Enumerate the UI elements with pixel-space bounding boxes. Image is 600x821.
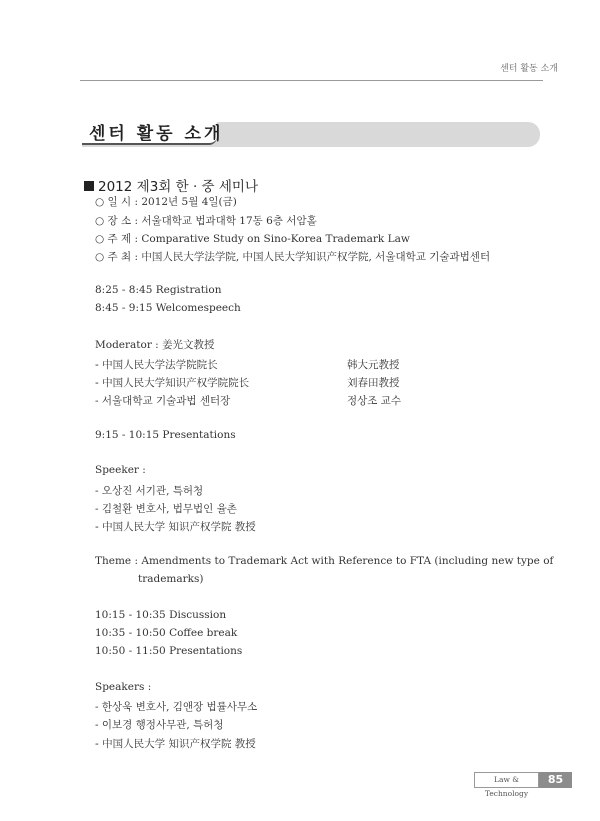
page-footer xyxy=(474,772,574,798)
moderator-row-3-right: 정상조 교수 xyxy=(347,395,402,407)
schedule-discussion: 10:15 - 10:35 Discussion xyxy=(95,609,227,621)
page-number: 85 xyxy=(539,772,572,788)
speakers2-label: Speakers : xyxy=(95,681,152,693)
page-title-bar xyxy=(82,118,540,147)
info-date: ○ 일 시 : 2012년 5월 4일(금) xyxy=(95,196,237,208)
running-header: 센터 활동 소개 xyxy=(500,64,558,74)
moderator-row-1-right: 韩大元教授 xyxy=(347,359,400,371)
journal-name: Law & Technology xyxy=(474,772,539,788)
speakers2-2: - 이보경 행정사무관, 특허청 xyxy=(95,719,224,731)
moderator-row-2-left: - 中国人民大学知识产权学院院长 xyxy=(95,377,250,389)
speaker-label: Speeker : xyxy=(95,464,146,476)
square-bullet-icon xyxy=(84,181,94,191)
schedule-welcome: 8:45 - 9:15 Welcomespeech xyxy=(95,302,241,314)
section-title: 2012 제3회 한 · 중 세미나 xyxy=(98,179,258,195)
speaker-2: - 김철환 변호사, 법무법인 율촌 xyxy=(95,503,237,515)
moderator-row-1-left: - 中国人民大学法学院院长 xyxy=(95,359,218,371)
theme-line-2: trademarks) xyxy=(138,573,204,585)
moderator-row-2-right: 刘春田教授 xyxy=(347,377,400,389)
page-title: 센터 활동 소개 xyxy=(89,124,224,144)
info-venue: ○ 장 소 : 서울대학교 법과대학 17동 6층 서암홀 xyxy=(95,215,317,227)
section-heading xyxy=(84,175,258,195)
schedule-registration: 8:25 - 8:45 Registration xyxy=(95,284,222,296)
theme-line-1: Theme : Amendments to Trademark Act with Reference to FTA (including new type of xyxy=(95,555,554,567)
moderator-row-3-left: - 서울대학교 기술과법 센터장 xyxy=(95,395,231,407)
speaker-3: - 中国人民大学 知识产权学院 教授 xyxy=(95,521,256,533)
schedule-presentations-1: 9:15 - 10:15 Presentations xyxy=(95,429,236,441)
speakers2-3: - 中国人民大学 知识产权学院 教授 xyxy=(95,738,256,750)
speakers2-1: - 한상욱 변호사, 김앤장 법률사무소 xyxy=(95,701,258,713)
schedule-presentations-2: 10:50 - 11:50 Presentations xyxy=(95,645,243,657)
info-topic: ○ 주 제 : Comparative Study on Sino-Korea Trademark Law xyxy=(95,233,410,245)
speaker-1: - 오상진 서기관, 특허청 xyxy=(95,485,204,497)
moderator-label: Moderator : 姜光文教授 xyxy=(95,339,215,351)
header-rule xyxy=(80,80,543,81)
info-host: ○ 주 최 : 中国人民大学法学院, 中国人民大学知识产权学院, 서울대학교 기술과법센터 xyxy=(95,251,491,263)
schedule-coffee-break: 10:35 - 10:50 Coffee break xyxy=(95,627,238,639)
